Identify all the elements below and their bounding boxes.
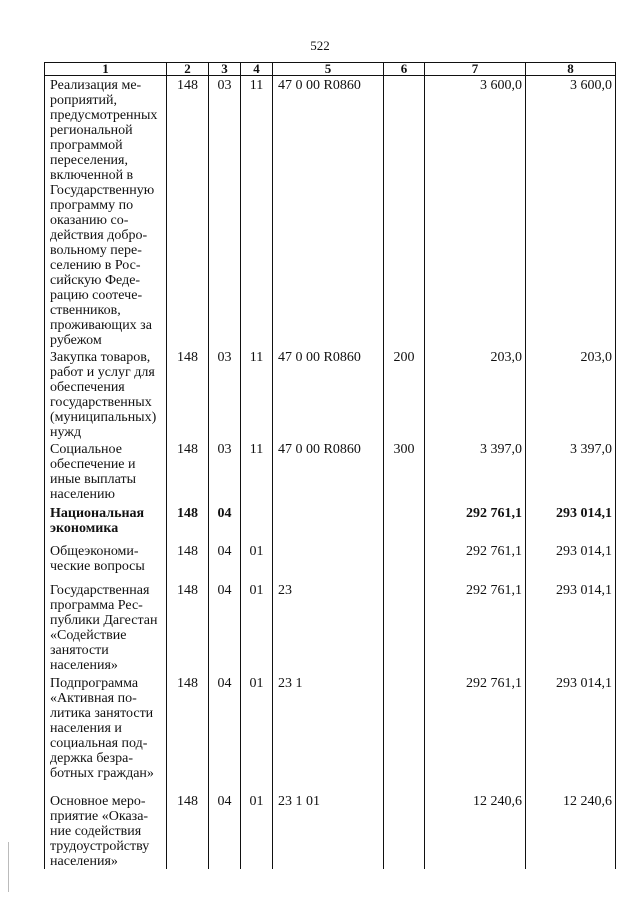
row-col-2: 148: [167, 674, 209, 792]
header-col-2: 2: [167, 63, 209, 76]
budget-table: [44, 62, 616, 869]
row-col-6: 300: [384, 440, 425, 504]
row-col-2: 148: [167, 440, 209, 504]
row-col-8: 3 397,0: [526, 440, 616, 504]
table-row: [45, 674, 616, 792]
table-row: [45, 542, 616, 581]
row-col-6: [384, 504, 425, 542]
row-col-7: 203,0: [425, 348, 526, 440]
row-col-7: 292 761,1: [425, 674, 526, 792]
row-col-3: 04: [209, 504, 241, 542]
row-name: Национальная экономика: [45, 504, 167, 542]
table-header: [45, 63, 616, 76]
header-col-8: 8: [526, 63, 616, 76]
row-col-5: [273, 542, 384, 581]
page-number: 522: [310, 38, 330, 53]
row-col-5: 23 1: [273, 674, 384, 792]
header-col-3: 3: [209, 63, 241, 76]
row-col-4: 11: [241, 440, 273, 504]
row-col-6: [384, 581, 425, 674]
row-col-8: 293 014,1: [526, 674, 616, 792]
row-col-5: 47 0 00 R0860: [273, 440, 384, 504]
row-col-5: 23: [273, 581, 384, 674]
row-col-8: 293 014,1: [526, 542, 616, 581]
row-col-2: 148: [167, 792, 209, 869]
row-col-7: 292 761,1: [425, 504, 526, 542]
row-col-7: 292 761,1: [425, 581, 526, 674]
row-col-3: 03: [209, 76, 241, 349]
row-col-8: 293 014,1: [526, 504, 616, 542]
row-col-3: 03: [209, 440, 241, 504]
row-col-4: 01: [241, 792, 273, 869]
table-row-section: [45, 504, 616, 542]
row-col-4: [241, 504, 273, 542]
row-col-2: 148: [167, 348, 209, 440]
row-col-8: 3 600,0: [526, 76, 616, 349]
row-name: Социальное обеспечение и иные выплаты населению: [45, 440, 167, 504]
row-col-7: 292 761,1: [425, 542, 526, 581]
table-row: [45, 792, 616, 869]
row-name: Государственная программа Республики Дагестан «Содействие занятости населения»: [45, 581, 167, 674]
row-col-3: 04: [209, 674, 241, 792]
table-body: [45, 76, 616, 870]
row-col-8: 203,0: [526, 348, 616, 440]
row-name: Закупка товаров, работ и услуг для обеспечения государственных (муниципальных) нужд: [45, 348, 167, 440]
row-col-4: 11: [241, 76, 273, 349]
budget-table-container: [44, 61, 615, 869]
row-col-5: 47 0 00 R0860: [273, 348, 384, 440]
row-name: Общеэкономические вопросы: [45, 542, 167, 581]
table-row: [45, 581, 616, 674]
row-col-4: 11: [241, 348, 273, 440]
row-col-4: 01: [241, 542, 273, 581]
header-col-6: 6: [384, 63, 425, 76]
table-row: [45, 348, 616, 440]
row-col-6: [384, 792, 425, 869]
row-col-8: 293 014,1: [526, 581, 616, 674]
row-col-7: 3 397,0: [425, 440, 526, 504]
row-name: Основное мероприятие «Оказание содействия трудоустройству населения»: [45, 792, 167, 869]
row-col-2: 148: [167, 76, 209, 349]
row-col-3: 04: [209, 792, 241, 869]
table-row: [45, 76, 616, 349]
row-col-6: [384, 542, 425, 581]
header-row: [45, 63, 616, 76]
row-col-4: 01: [241, 674, 273, 792]
row-col-7: 3 600,0: [425, 76, 526, 349]
row-col-8: 12 240,6: [526, 792, 616, 869]
row-col-4: 01: [241, 581, 273, 674]
scan-margin-line: [8, 842, 9, 892]
header-col-7: 7: [425, 63, 526, 76]
row-col-2: 148: [167, 581, 209, 674]
row-col-3: 03: [209, 348, 241, 440]
row-col-2: 148: [167, 542, 209, 581]
table-row: [45, 440, 616, 504]
row-col-2: 148: [167, 504, 209, 542]
row-name: Подпрограмма «Активная политика занятости населения и социальная поддержка безработных граждан»: [45, 674, 167, 792]
header-col-4: 4: [241, 63, 273, 76]
row-col-5: 23 1 01: [273, 792, 384, 869]
row-name: Реализация мероприятий, предусмотренных региональной программой переселения, включенной в Государственную программу по оказанию содействия добровольному переселению в Российскую Федерацию соотечественников, проживающих за рубежом: [45, 76, 167, 349]
header-col-5: 5: [273, 63, 384, 76]
row-col-3: 04: [209, 542, 241, 581]
row-col-5: 47 0 00 R0860: [273, 76, 384, 349]
row-col-7: 12 240,6: [425, 792, 526, 869]
header-col-1: 1: [45, 63, 167, 76]
row-col-5: [273, 504, 384, 542]
row-col-6: [384, 674, 425, 792]
row-col-3: 04: [209, 581, 241, 674]
row-col-6: [384, 76, 425, 349]
row-col-6: 200: [384, 348, 425, 440]
